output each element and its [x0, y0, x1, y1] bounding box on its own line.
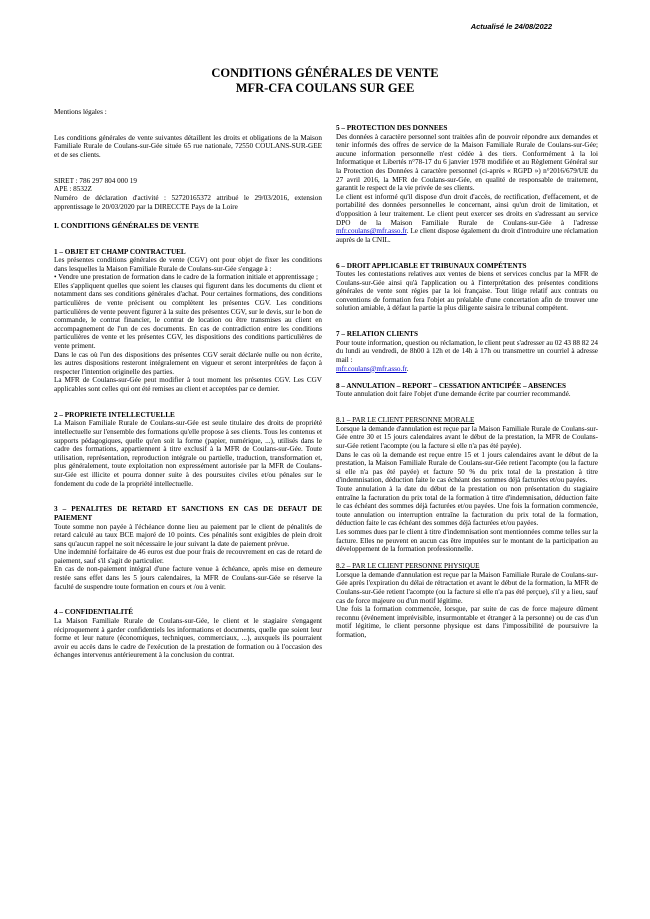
- s5-paragraph-2-text: Le client est informé qu'il dispose d'un droit d'accès, de rectification, d'effacement, et de portabilité des données personnelles le concernant, ainsi qu'un droit de limitation, et d'opposition à leur traitement. Le client peut exercer ses droits en s'adressant au service DPO de la Maison Familiale Rurale de Coulans-sur-Gée à l'adresse: [336, 192, 598, 227]
- dpo-email-link[interactable]: mfr.coulans@mfr.asso.fr: [336, 227, 407, 236]
- title-line-1: CONDITIONS GÉNÉRALES DE VENTE: [211, 66, 439, 80]
- title-line-2: MFR-CFA COULANS SUR GEE: [235, 81, 415, 95]
- legal-heading: Mentions légales :: [54, 108, 107, 116]
- s81-heading: 8.1 – PAR LE CLIENT PERSONNE MORALE: [336, 416, 475, 425]
- s81-paragraph-4: Les sommes dues par le client à titre d'indemnisation sont mentionnées comme telles sur la facture. Elles ne peuvent en aucun cas être imputées sur le montant de la participation au développement de la formation professionnelle.: [336, 527, 598, 554]
- section-heading-1: I. CONDITIONS GÉNÉRALES DE VENTE: [54, 220, 199, 230]
- left-column: [54, 108, 322, 660]
- s3-paragraph-3: En cas de non-paiement intégral d'une facture venue à échéance, après mise en demeure restée sans effet dans les 5 jours calendaires, la MFR de Coulans-sur-Gée se réserve la faculté de suspendre toute formation en cours et /ou à venir.: [54, 565, 322, 591]
- s3-heading: 3 – PENALITES DE RETARD ET SANCTIONS EN CAS DE DEFAUT DE PAIEMENT: [54, 505, 322, 522]
- s1-bullet: • Vendre une prestation de formation dans le cadre de la formation initiale et apprentissage ;: [54, 273, 319, 282]
- s5-paragraph-2: [336, 193, 598, 245]
- s5-paragraph-2-end: . Le client dispose également du droit d'introduire une réclamation auprès de la CNIL.: [336, 227, 598, 244]
- s6-heading: 6 – DROIT APPLICABLE ET TRIBUNAUX COMPÉTENTS: [336, 261, 527, 270]
- s81-paragraph-3: Toute annulation à la date du début de la prestation ou non présentation du stagiaire entraîne la facturation du prix total de la formation à titre d'indemnisation, déduction faite le cas échéant des sommes déjà facturées et/ou payées. Une fois la formation commencée, toute annulation ou interruption entraîne la facturation du prix total de la formation, déduction faite le cas échéant des sommes déjà facturées et/ou payées.: [336, 484, 598, 528]
- s2-heading: 2 – PROPRIETE INTELLECTUELLE: [54, 410, 175, 419]
- s5-paragraph-1: Des données à caractère personnel sont traitées afin de pouvoir répondre aux demandes et tenir informés des offres de service de la Maison Familiale Rurale de Coulans-sur-Gée; aucune information personnelle n'est cédée à des tiers. Conformément à la loi Informatique et Libertés n°78-17 du 6 janvier 1978 modifiée et au Règlement Général sur la Protection des Données à caractère personnel (ci-après « RGPD ») n°2016/679/UE du 27 avril 2016, la MFR de Coulans-sur-Gée, en qualité de responsable de traitement, garantit le respect de la vie privée de ses clients.: [336, 132, 598, 193]
- ape: APE : 8532Z: [54, 185, 92, 194]
- s1-paragraph-1: Les présentes conditions générales de vente (CGV) ont pour objet de fixer les conditions dans lesquelles la Maison Familiale Rurale de Coulans-sur-Gée s'engage à :: [54, 256, 322, 273]
- document-title: [0, 66, 650, 96]
- intro-paragraph: Les conditions générales de vente suivantes détaillent les droits et obligations de la Maison Familiale Rurale de Coulans-sur-Gée située 65 rue nationale, 72550 COULANS-SUR-GEE et de ses clients.: [54, 133, 322, 159]
- s8-paragraph-1: Toute annulation doit faire l'objet d'une demande écrite par courrier recommandé.: [336, 390, 571, 399]
- s1-paragraph-2: Elles s'appliquent quelles que soient les clauses qui figurent dans les documents du client et notamment dans ses conditions générales d'achat. Pour certaines formations, des conditions particulières de vente précisent ou complètent les présentes CGV. Les conditions particulières de vente peuvent figurer à la suite des présentes CGV, sur le devis, sur le bon de commande, le contrat financier, le contrat de location ou être transmises au client en accompagnement de l'un de ces documents. En cas de contradiction entre les conditions particulières de vente et les présentes CGV, les dispositions des conditions particulières de vente priment.: [54, 281, 322, 351]
- s1-paragraph-4: La MFR de Coulans-sur-Gée peut modifier à tout moment les présentes CGV. Les CGV applicables sont celles qui ont été remises au client et acceptées par ce dernier.: [54, 376, 322, 393]
- declaration: Numéro de déclaration d'activité : 52720165372 attribué le 29/03/2016, extension apprentissage le 20/03/2020 par la DIRECCTE Pays de la Loire: [54, 193, 322, 211]
- s5-heading: 5 – PROTECTION DES DONNEES: [336, 124, 448, 132]
- s82-heading: 8.2 – PAR LE CLIENT PERSONNE PHYSIQUE: [336, 562, 480, 571]
- s2-paragraph-1: La Maison Familiale Rurale de Coulans-sur-Gée est seule titulaire des droits de propriété intellectuelle sur l'ensemble des formations qu'elle propose à ses clients. Tous les contenus et supports pédagogiques, quelle qu'en soit la forme (papier, numérique, ...), utilisés dans le cadre des formations, appartiennent à titre exclusif à la MFR de Coulans-sur-Gée. Toute utilisation, représentation, reproduction intégrale ou partielle, traduction, transformation et, plus généralement, toute exploitation non expressément autorisée par la MFR de Coulans-sur-Gée est illicite et pourra donner suite à des poursuites civiles et/ou pénales sur le fondement du code de la propriété intellectuelle.: [54, 419, 322, 488]
- siret: SIRET : 786 297 804 000 19: [54, 176, 137, 185]
- right-column: 5 – PROTECTION DES DONNEES Des données à caractère personnel sont traitées afin de pouvoir répondre aux demandes et tenir informés des offres de service de la Maison Familiale Rurale de Coulans-sur-Gée; aucune information personnelle n'est cédée à des tiers. Conformément à la loi Informatique et Libertés n°78-17 du 6 janvier 1978 modifiée et au Règlement Général sur la Protection des Données à caractère personnel (ci-après « RGPD ») n°2016/679/UE du 27 avril 2016, la MFR de Coulans-sur-Gée, en qualité de responsable de traitement, garantit le respect de la vie privée de ses clients. Le client est informé qu'il dispose d'un droit d'accès, de rectification, d'effacement, et de portabilité des données personnelles le concernant, ainsi qu'un droit de limitation, et d'opposition à leur traitement. Le client peut exercer ses droits en s'adressant au service DPO de la Maison Familiale Rurale de Coulans-sur-Gée à l'adresse mfr.coulans@mfr.asso.fr. Le client dispose également du droit d'introduire une réclamation auprès de la CNIL. 6 – DROIT APPLICABLE ET TRIBUNAUX COMPÉTENTS Toutes les contestations relatives aux ventes de biens et services conclus par la MFR de Coulans-sur-Gée ainsi qu'à l'application ou à l'interprétation des présentes conditions générales de vente sont régies par la loi française. Tout litige relatif aux contrats ou conventions de formation fera l'objet au préalable d'une concertation afin de trouver une solution amiable, à défaut la partie la plus diligente saisira le tribunal compétent. 7 – RELATION CLIENTS Pour toute information, question ou réclamation, le client peut s'adresser au 02 43 88 82 24 du lundi au vendredi, de 8h00 à 12h et de 14h à 17h ou transmettre un courriel à adresse mail : mfr.coulans@mfr.asso.fr. 8 – ANNULATION – REPORT – CESSATION ANTICIPÉE – ABSENCES Toute annulation doit faire l'objet d'une demande écrite par courrier recommandé. 8.1 – PAR LE CLIENT PERSONNE MORALE Lorsque la demande d'annulation est reçue par la Maison Familiale Rurale de Coulans-sur-Gée entre 30 et 15 jours calendaires avant le début de la prestation, la MFR de Coulans-sur-Gée retient l'acompte (ou la facture si elle n'a pas été payée). Dans le cas où la demande est reçue entre 15 et 1 jours calendaires avant le début de la prestation, la Maison Familiale Rurale de Coulans-sur-Gée retient l'acompte (ou la facture si elle n'a pas été payée) et facture 50 % du prix total de la prestation à titre d'indemnisation, déduction faite le cas échéant des sommes déjà facturées et/ou payées. Toute annulation à la date du début de la prestation ou non présentation du stagiaire entraîne la facturation du prix total de la formation à titre d'indemnisation, déduction faite le cas échéant des sommes déjà facturées et/ou payées. Une fois la formation commencée, toute annulation ou interruption entraîne la facturation du prix total de la formation, déduction faite le cas échéant des sommes déjà facturées et/ou payées. Les sommes dues par le client à titre d'indemnisation sont mentionnées comme telles sur la facture. Elles ne peuvent en aucun cas être imputées sur le montant de la participation au développement de la formation professionnelle. 8.2 – PAR LE CLIENT PERSONNE PHYSIQUE Lorsque la demande d'annulation est reçue par la Maison Familiale Rurale de Coulans-sur-Gée après l'expiration du délai de rétractation et avant le début de la formation, la MFR de Coulans-sur-Gée retient l'acompte (ou la facture si elle n'a pas été perçue), s'il y a lieu, sauf cas de force majeure ou d'un motif légitime. Une fois la formation commencée, lorsque, par suite de cas de force majeure dûment reconnu (événement imprévisible, insurmontable et étranger à la personne) ou de cas d'un motif légitime, le client personne physique est dans l'impossibilité de poursuivre la formation,: [336, 124, 598, 640]
- s1-heading: 1 – OBJET ET CHAMP CONTRACTUEL: [54, 247, 186, 256]
- s3-paragraph-2: Une indemnité forfaitaire de 46 euros est due pour frais de recouvrement en cas de retard de paiement, sauf s'il s'agit de particulier.: [54, 548, 322, 565]
- s4-paragraph-1: La Maison Familiale Rurale de Coulans-sur-Gée, le client et le stagiaire s'engagent réciproquement à garder confidentiels les informations et documents, quelle que soient leur forme et leur nature (économiques, techniques, commerciaux, ...), auxquels ils pourraient avoir eu accès dans le cadre de l'exécution de la prestation de formation ou à l'occasion des échanges intervenus antérieurement à la conclusion du contrat.: [54, 617, 322, 660]
- contact-email-link[interactable]: mfr.coulans@mfr.asso.fr: [336, 364, 407, 373]
- s7-heading: 7 – RELATION CLIENTS: [336, 330, 418, 339]
- s82-paragraph-1: Lorsque la demande d'annulation est reçue par la Maison Familiale Rurale de Coulans-sur-Gée après l'expiration du délai de rétractation et avant le début de la formation, la MFR de Coulans-sur-Gée retient l'acompte (ou la facture si elle n'a pas été perçue), s'il y a lieu, sauf cas de force majeure ou d'un motif légitime.: [336, 570, 598, 605]
- s6-paragraph-1: Toutes les contestations relatives aux ventes de biens et services conclus par la MFR de Coulans-sur-Gée ainsi qu'à l'application ou à l'interprétation des présentes conditions générales de vente sont régies par la loi française. Tout litige relatif aux contrats ou conventions de formation fera l'objet au préalable d'une concertation afin de trouver une solution amiable, à défaut la partie la plus diligente saisira le tribunal compétent.: [336, 270, 598, 313]
- s7-paragraph-1: Pour toute information, question ou réclamation, le client peut s'adresser au 02 43 88 82 24 du lundi au vendredi, de 8h00 à 12h et de 14h à 17h ou transmettre un courriel à adresse mail :: [336, 338, 598, 365]
- s82-paragraph-2: Une fois la formation commencée, lorsque, par suite de cas de force majeure dûment reconnu (événement imprévisible, insurmontable et étranger à la personne) ou de cas d'un motif légitime, le client personne physique est dans l'impossibilité de poursuivre la formation,: [336, 605, 598, 640]
- s81-paragraph-2: Dans le cas où la demande est reçue entre 15 et 1 jours calendaires avant le début de la prestation, la Maison Familiale Rurale de Coulans-sur-Gée retient l'acompte (ou la facture si elle n'a pas été payée) et facture 50 % du prix total de la prestation à titre d'indemnisation, déduction faite le cas échéant des sommes déjà facturées et/ou payées.: [336, 450, 598, 485]
- s1-paragraph-3: Dans le cas où l'un des dispositions des présentes CGV serait déclarée nulle ou non écrite, les autres dispositions resteront intégralement en vigueur et seront interprétées de façon à respecter l'intention originelle des parties.: [54, 350, 322, 376]
- s4-heading: 4 – CONFIDENTIALITÉ: [54, 608, 134, 617]
- s8-heading: 8 – ANNULATION – REPORT – CESSATION ANTICIPÉE – ABSENCES: [336, 381, 566, 390]
- s81-paragraph-1: Lorsque la demande d'annulation est reçue par la Maison Familiale Rurale de Coulans-sur-Gée entre 30 et 15 jours calendaires avant le début de la prestation, la MFR de Coulans-sur-Gée retient l'acompte (ou la facture si elle n'a pas été payée).: [336, 424, 598, 450]
- s3-paragraph-1: Toute somme non payée à l'échéance donne lieu au paiement par le client de pénalités de retard calculé au taux BCE majoré de 10 points. Ces pénalités sont exigibles de plein droit sans qu'aucun rappel ne soit nécessaire le jour suivant la date de paiement prévue.: [54, 522, 322, 548]
- updated-date: Actualisé le 24/08/2022: [470, 22, 552, 31]
